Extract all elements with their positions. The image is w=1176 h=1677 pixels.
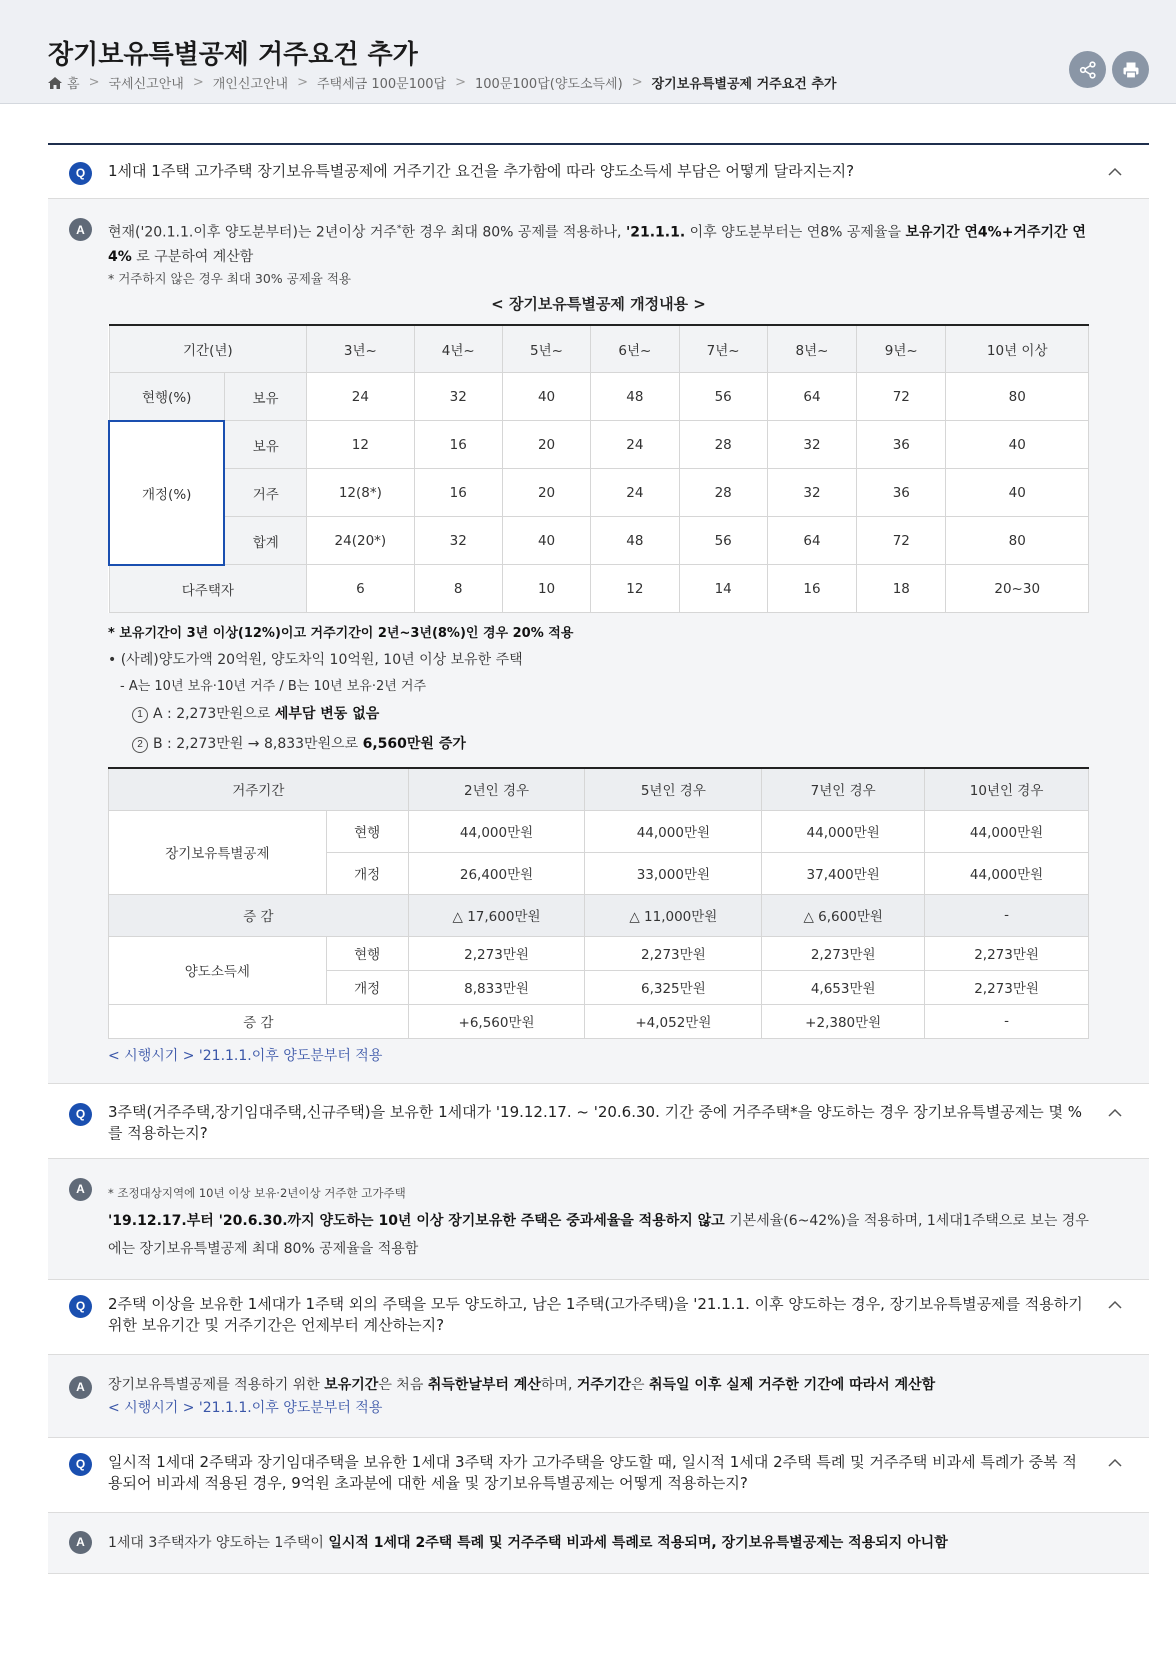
a-badge: A: [69, 1376, 92, 1399]
print-icon: [1121, 60, 1141, 80]
row-label: 양도소득세: [109, 936, 327, 1004]
table-header: 기간(년): [109, 325, 307, 373]
answer-bold: 취득한날부터 계산: [427, 1376, 541, 1393]
circled-number: 2: [132, 737, 148, 753]
table-cell: -: [925, 894, 1089, 936]
table-cell: 26,400만원: [408, 852, 585, 894]
row-label: 현행(%): [109, 373, 224, 421]
breadcrumb-separator: >: [192, 75, 204, 90]
table-cell: 32: [414, 517, 502, 565]
answer-bold: 보유기간 연4%+거주기간 연4%: [108, 224, 1086, 265]
table-cell: 36: [857, 469, 946, 517]
question-text: 1세대 1주택 고가주택 장기보유특별공제에 거주기간 요건을 추가함에 따라 양도소득세 부담은 어떻게 달라지는지?: [108, 162, 855, 180]
table-cell: 2,273만원: [408, 936, 585, 970]
table-row: [109, 936, 1089, 970]
footnote-mark: *: [396, 224, 402, 234]
answer-block: [48, 1513, 1149, 1574]
chevron-up-icon[interactable]: [1107, 1105, 1123, 1121]
table-row: [109, 894, 1089, 936]
table-header: 8년~: [767, 325, 856, 373]
table-header: 3년~: [307, 325, 414, 373]
answer-span: 은: [630, 1376, 649, 1393]
table-header-row: [109, 325, 1089, 373]
table-cell: +4,052만원: [585, 1004, 762, 1038]
table-cell: △ 11,000만원: [585, 894, 762, 936]
q-badge: Q: [69, 162, 92, 185]
home-icon[interactable]: [48, 77, 62, 89]
answer-span: 로 구분하여 계산함: [131, 248, 254, 265]
row-sublabel: 보유: [224, 373, 306, 421]
table-cell: 18: [857, 565, 946, 613]
table-cell: 24: [591, 421, 679, 469]
table-cell: 64: [767, 373, 856, 421]
q-badge: Q: [69, 1295, 92, 1318]
table-cell: 12: [591, 565, 679, 613]
table-cell: 24(20*): [307, 517, 414, 565]
answer-span: 장기보유특별공제를 적용하기 위한: [108, 1376, 325, 1393]
table-cell: 12(8*): [307, 469, 414, 517]
table-cell: 36: [857, 421, 946, 469]
answer-text: [108, 1373, 1089, 1397]
table-row: [109, 517, 1089, 565]
breadcrumb-item[interactable]: 주택세금 100문100답: [317, 77, 447, 92]
answer-span: 은 처음: [378, 1376, 428, 1393]
chevron-up-icon[interactable]: [1107, 1455, 1123, 1471]
answer-bold: 보유기간: [324, 1376, 379, 1393]
table-header: 5년~: [502, 325, 590, 373]
answer-text: [108, 1207, 1089, 1263]
example-text: (사례)양도가액 20억원, 양도차익 10억원, 10년 이상 보유한 주택: [120, 652, 523, 669]
faq-list: [48, 143, 1149, 1574]
table-cell: 20: [502, 469, 590, 517]
q-badge: Q: [69, 1103, 92, 1126]
table-row: [109, 1004, 1089, 1038]
breadcrumb-current: 장기보유특별공제 거주요건 추가: [651, 77, 837, 92]
question-row[interactable]: [48, 145, 1149, 199]
answer-block: [48, 199, 1149, 1084]
table-title: < 장기보유특별공제 개정내용 >: [491, 294, 706, 313]
table-cell: 8: [414, 565, 502, 613]
table-cell: 40: [946, 421, 1089, 469]
answer-text: [108, 217, 1089, 269]
example-line: [108, 699, 1089, 729]
example-text: A는 10년 보유·10년 거주 / B는 10년 보유·2년 거주: [128, 679, 427, 695]
table-header: 거주기간: [109, 768, 409, 810]
deduction-rate-table: [108, 324, 1089, 614]
table-header: 9년~: [857, 325, 946, 373]
footnote: * 조정대상지역에 10년 이상 보유·2년이상 거주한 고가주택: [108, 1185, 406, 1200]
example-bold: 세부담 변동 없음: [274, 706, 380, 723]
table-cell: 8,833만원: [408, 970, 585, 1004]
answer-text: [108, 1531, 1089, 1555]
circled-number: 1: [132, 707, 148, 723]
q-badge: Q: [69, 1453, 92, 1476]
answer-bold: '19.12.17.부터 '20.6.30.까지 양도하는 10년 이상 장기보유한 주택은 중과세율을 적용하지 않고: [108, 1212, 725, 1229]
table-cell: 6: [307, 565, 414, 613]
table-cell: 20~30: [946, 565, 1089, 613]
breadcrumb-separator: >: [455, 75, 467, 90]
effective-date-link[interactable]: < 시행시기 > '21.1.1.이후 양도분부터 적용: [108, 1047, 383, 1064]
table-header: 5년인 경우: [585, 768, 762, 810]
table-cell: 32: [767, 421, 856, 469]
table-cell: 16: [414, 421, 502, 469]
table-footnote: * 보유기간이 3년 이상(12%)이고 거주기간이 2년~3년(8%)인 경우 20% 적용: [108, 626, 574, 642]
table-cell: 44,000만원: [585, 810, 762, 852]
table-cell: +2,380만원: [762, 1004, 925, 1038]
example-text: B : 2,273만원 → 8,833만원으로: [153, 736, 363, 753]
table-cell: 80: [946, 373, 1089, 421]
table-row: [109, 469, 1089, 517]
answer-span: 1세대 3주택자가 양도하는 1주택이: [108, 1534, 329, 1551]
row-sublabel: 보유: [224, 421, 306, 469]
table-cell: 24: [307, 373, 414, 421]
chevron-up-icon[interactable]: [1107, 1297, 1123, 1313]
table-header-row: [109, 768, 1089, 810]
question-text: 일시적 1세대 2주택과 장기임대주택을 보유한 1세대 3주택 자가 고가주택을 양도할 때, 일시적 1세대 2주택 특례 및 거주주택 비과세 특례가 중복 적용되어 비과세 적용된 경우, 9억원 초과분에 대한 세율 및 장기보유특별공제는 어떻게 적용하는지?: [108, 1452, 1077, 1492]
answer-bold: 취득일 이후 실제 거주한 기간에 따라서 계산함: [648, 1376, 936, 1393]
share-icon: [1078, 60, 1098, 80]
row-sublabel: 합계: [224, 517, 306, 565]
table-cell: -: [925, 1004, 1089, 1038]
a-badge: A: [69, 1178, 92, 1201]
answer-span: 한 경우 최대 80% 공제를 적용하나,: [401, 224, 626, 241]
example-line: • (사례)양도가액 20억원, 양도차익 10억원, 10년 이상 보유한 주택: [108, 652, 523, 669]
table-cell: 32: [414, 373, 502, 421]
table-header: 10년인 경우: [925, 768, 1089, 810]
answer-bold: 일시적 1세대 2주택 특례 및 거주주택 비과세 특례로 적용되며, 장기보유특별공제는 적용되지 아니함: [328, 1534, 948, 1551]
breadcrumb-item[interactable]: 100문100답(양도소득세): [475, 77, 623, 92]
example-bold: 6,560만원 증가: [362, 736, 466, 753]
table-cell: 56: [679, 517, 767, 565]
row-label: 개정(%): [109, 421, 224, 565]
question-row[interactable]: [48, 1084, 1149, 1159]
page-header: [0, 0, 1176, 104]
table-cell: 14: [679, 565, 767, 613]
table-cell: 48: [591, 373, 679, 421]
table-cell: 44,000만원: [408, 810, 585, 852]
page-title: 장기보유특별공제 거주요건 추가: [48, 40, 418, 70]
table-cell: 48: [591, 517, 679, 565]
table-cell: 72: [857, 373, 946, 421]
a-badge: A: [69, 1531, 92, 1554]
table-header: 6년~: [591, 325, 679, 373]
answer-block: [48, 1159, 1149, 1280]
share-button[interactable]: [1069, 51, 1106, 88]
table-cell: 2,273만원: [585, 936, 762, 970]
chevron-up-icon[interactable]: [1107, 164, 1123, 180]
table-cell: 40: [502, 373, 590, 421]
table-cell: 20: [502, 421, 590, 469]
table-header: 7년인 경우: [762, 768, 925, 810]
table-cell: 16: [414, 469, 502, 517]
table-cell: 37,400만원: [762, 852, 925, 894]
table-header: 2년인 경우: [408, 768, 585, 810]
table-cell: △ 6,600만원: [762, 894, 925, 936]
row-label: 증 감: [109, 1004, 409, 1038]
table-cell: 32: [767, 469, 856, 517]
a-badge: A: [69, 218, 92, 241]
breadcrumb-home[interactable]: 홈: [67, 77, 80, 92]
question-text: 3주택(거주주택,장기임대주택,신규주택)을 보유한 1세대가 '19.12.17. ~ '20.6.30. 기간 중에 거주주택*을 양도하는 경우 장기보유특별공제는 몇 %를 적용하는지?: [108, 1102, 1082, 1142]
table-cell: 40: [502, 517, 590, 565]
breadcrumb-item[interactable]: 국세신고안내: [108, 77, 184, 92]
example-line: - A는 10년 보유·10년 거주 / B는 10년 보유·2년 거주: [120, 679, 427, 695]
answer-block: [48, 1355, 1149, 1438]
footnote: * 거주하지 않은 경우 최대 30% 공제율 적용: [108, 270, 351, 286]
answer-bold: '21.1.1.: [625, 224, 686, 241]
table-cell: 2,273만원: [925, 970, 1089, 1004]
table-cell: +6,560만원: [408, 1004, 585, 1038]
row-sublabel: 개정: [326, 852, 408, 894]
row-sublabel: 현행: [326, 810, 408, 852]
question-text: 2주택 이상을 보유한 1세대가 1주택 외의 주택을 모두 양도하고, 남은 1주택(고가주택)을 '21.1.1. 이후 양도하는 경우, 장기보유특별공제를 적용하기 위한 보유기간 및 거주기간은 언제부터 계산하는지?: [108, 1294, 1083, 1334]
table-cell: 40: [946, 469, 1089, 517]
table-cell: 33,000만원: [585, 852, 762, 894]
table-cell: 44,000만원: [925, 852, 1089, 894]
table-header: 7년~: [679, 325, 767, 373]
row-sublabel: 개정: [326, 970, 408, 1004]
table-cell: 64: [767, 517, 856, 565]
example-line: [108, 729, 1089, 759]
table-cell: 10: [502, 565, 590, 613]
row-sublabel: 거주: [224, 469, 306, 517]
table-cell: 24: [591, 469, 679, 517]
table-cell: 56: [679, 373, 767, 421]
table-cell: △ 17,600만원: [408, 894, 585, 936]
print-button[interactable]: [1112, 51, 1149, 88]
breadcrumb: [48, 73, 836, 92]
table-cell: 28: [679, 421, 767, 469]
question-row[interactable]: [48, 1280, 1149, 1355]
table-row: [109, 373, 1089, 421]
example-text: A : 2,273만원으로: [153, 706, 275, 723]
row-sublabel: 현행: [326, 936, 408, 970]
table-cell: 44,000만원: [925, 810, 1089, 852]
table-row: [109, 565, 1089, 613]
table-cell: 2,273만원: [925, 936, 1089, 970]
answer-span: 기본세율(6~42%)을 적용하며, 1세대1주택으로 보는 경우에는 장기보유특별공제 최대 80% 공제율을 적용함: [108, 1212, 1089, 1257]
answer-span: 하며,: [540, 1376, 577, 1393]
answer-span: 현재('20.1.1.이후 양도분부터)는 2년이상 거주: [108, 224, 397, 241]
table-cell: 44,000만원: [762, 810, 925, 852]
table-header: 10년 이상: [946, 325, 1089, 373]
table-cell: 72: [857, 517, 946, 565]
effective-date-link[interactable]: < 시행시기 > '21.1.1.이후 양도분부터 적용: [108, 1399, 383, 1416]
row-label: 장기보유특별공제: [109, 810, 327, 894]
table-cell: 6,325만원: [585, 970, 762, 1004]
answer-bold: 거주기간: [576, 1376, 631, 1393]
table-row: [109, 810, 1089, 852]
table-cell: 2,273만원: [762, 936, 925, 970]
table-cell: 80: [946, 517, 1089, 565]
row-label: 증 감: [109, 894, 409, 936]
breadcrumb-separator: >: [297, 75, 308, 90]
breadcrumb-separator: >: [631, 75, 643, 90]
table-cell: 12: [307, 421, 414, 469]
table-cell: 4,653만원: [762, 970, 925, 1004]
table-cell: 28: [679, 469, 767, 517]
breadcrumb-separator: >: [88, 75, 100, 90]
table-cell: 16: [767, 565, 856, 613]
breadcrumb-item[interactable]: 개인신고안내: [212, 77, 289, 92]
row-label: 다주택자: [109, 565, 307, 613]
table-row: [109, 421, 1089, 469]
question-row[interactable]: [48, 1438, 1149, 1513]
table-header: 4년~: [414, 325, 502, 373]
answer-span: 이후 양도분부터는 연8% 공제율을: [685, 224, 906, 241]
tax-comparison-table: [108, 767, 1089, 1039]
